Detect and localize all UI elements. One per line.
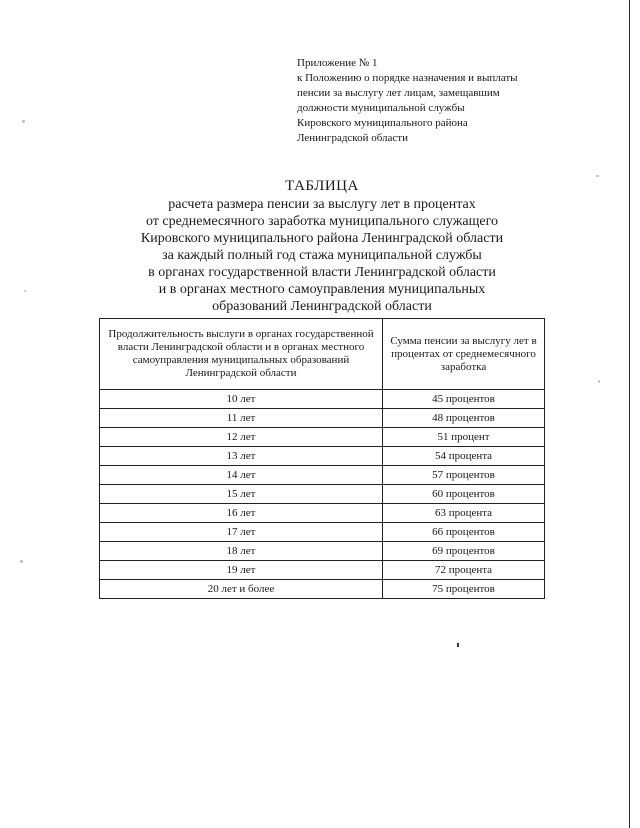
cell-percent: 48 процентов bbox=[383, 409, 545, 428]
title-line: в органах государственной власти Ленинградской области bbox=[148, 265, 496, 280]
table-header-row bbox=[100, 319, 545, 390]
title-line: образований Ленинградской области bbox=[212, 299, 432, 314]
appendix-line: Ленинградской области bbox=[297, 132, 408, 144]
cell-percent: 57 процентов bbox=[383, 466, 545, 485]
table-row bbox=[100, 485, 545, 504]
table-row bbox=[100, 466, 545, 485]
title-line: Кировского муниципального района Ленинградской области bbox=[140, 231, 504, 246]
cell-percent: 45 процентов bbox=[383, 390, 545, 409]
scan-speck bbox=[20, 560, 23, 563]
scan-speck bbox=[598, 380, 600, 383]
cell-years: 20 лет и более bbox=[100, 580, 383, 599]
table-row bbox=[100, 580, 545, 599]
cell-years: 11 лет bbox=[100, 409, 383, 428]
title-line: от среднемесячного заработка муниципального служащего bbox=[145, 214, 499, 229]
title-line: за каждый полный год стажа муниципальной службы bbox=[162, 248, 482, 263]
scan-speck bbox=[596, 175, 599, 177]
cell-percent: 63 процента bbox=[383, 504, 545, 523]
scan-speck bbox=[22, 120, 25, 123]
cell-percent: 75 процентов bbox=[383, 580, 545, 599]
scan-mark bbox=[457, 643, 459, 647]
cell-years: 10 лет bbox=[100, 390, 383, 409]
cell-years: 14 лет bbox=[100, 466, 383, 485]
header-service-length: Продолжительность выслуги в органах государственной власти Ленинградской области и в органах местного самоуправления муниципальных образований Ленинградской области bbox=[100, 319, 383, 390]
table-row bbox=[100, 561, 545, 580]
pension-table bbox=[99, 318, 545, 599]
scan-speck bbox=[24, 290, 26, 292]
appendix-line: к Положению о порядке назначения и выплаты bbox=[297, 72, 518, 84]
title-main: ТАБЛИЦА bbox=[285, 178, 359, 194]
table-row bbox=[100, 504, 545, 523]
cell-percent: 51 процент bbox=[383, 428, 545, 447]
cell-percent: 72 процента bbox=[383, 561, 545, 580]
cell-percent: 66 процентов bbox=[383, 523, 545, 542]
table-row bbox=[100, 428, 545, 447]
table-row bbox=[100, 409, 545, 428]
appendix-line: Приложение № 1 bbox=[297, 57, 378, 69]
cell-years: 12 лет bbox=[100, 428, 383, 447]
table-row bbox=[100, 523, 545, 542]
cell-percent: 69 процентов bbox=[383, 542, 545, 561]
appendix-line: Кировского муниципального района bbox=[297, 117, 468, 129]
header-pension-amount: Сумма пенсии за выслугу лет в процентах от среднемесячного заработка bbox=[383, 319, 545, 390]
table-row bbox=[100, 542, 545, 561]
title-line: расчета размера пенсии за выслугу лет в процентах bbox=[168, 197, 476, 212]
appendix-header bbox=[297, 56, 597, 146]
cell-years: 13 лет bbox=[100, 447, 383, 466]
page-edge bbox=[629, 0, 630, 828]
cell-years: 18 лет bbox=[100, 542, 383, 561]
document-title bbox=[100, 177, 544, 315]
cell-years: 19 лет bbox=[100, 561, 383, 580]
table-row bbox=[100, 447, 545, 466]
appendix-line: должности муниципальной службы bbox=[297, 102, 465, 114]
cell-years: 17 лет bbox=[100, 523, 383, 542]
title-line: и в органах местного самоуправления муниципальных bbox=[158, 282, 486, 297]
table-row bbox=[100, 390, 545, 409]
appendix-line: пенсии за выслугу лет лицам, замещавшим bbox=[297, 87, 500, 99]
cell-years: 15 лет bbox=[100, 485, 383, 504]
cell-percent: 60 процентов bbox=[383, 485, 545, 504]
cell-years: 16 лет bbox=[100, 504, 383, 523]
cell-percent: 54 процента bbox=[383, 447, 545, 466]
